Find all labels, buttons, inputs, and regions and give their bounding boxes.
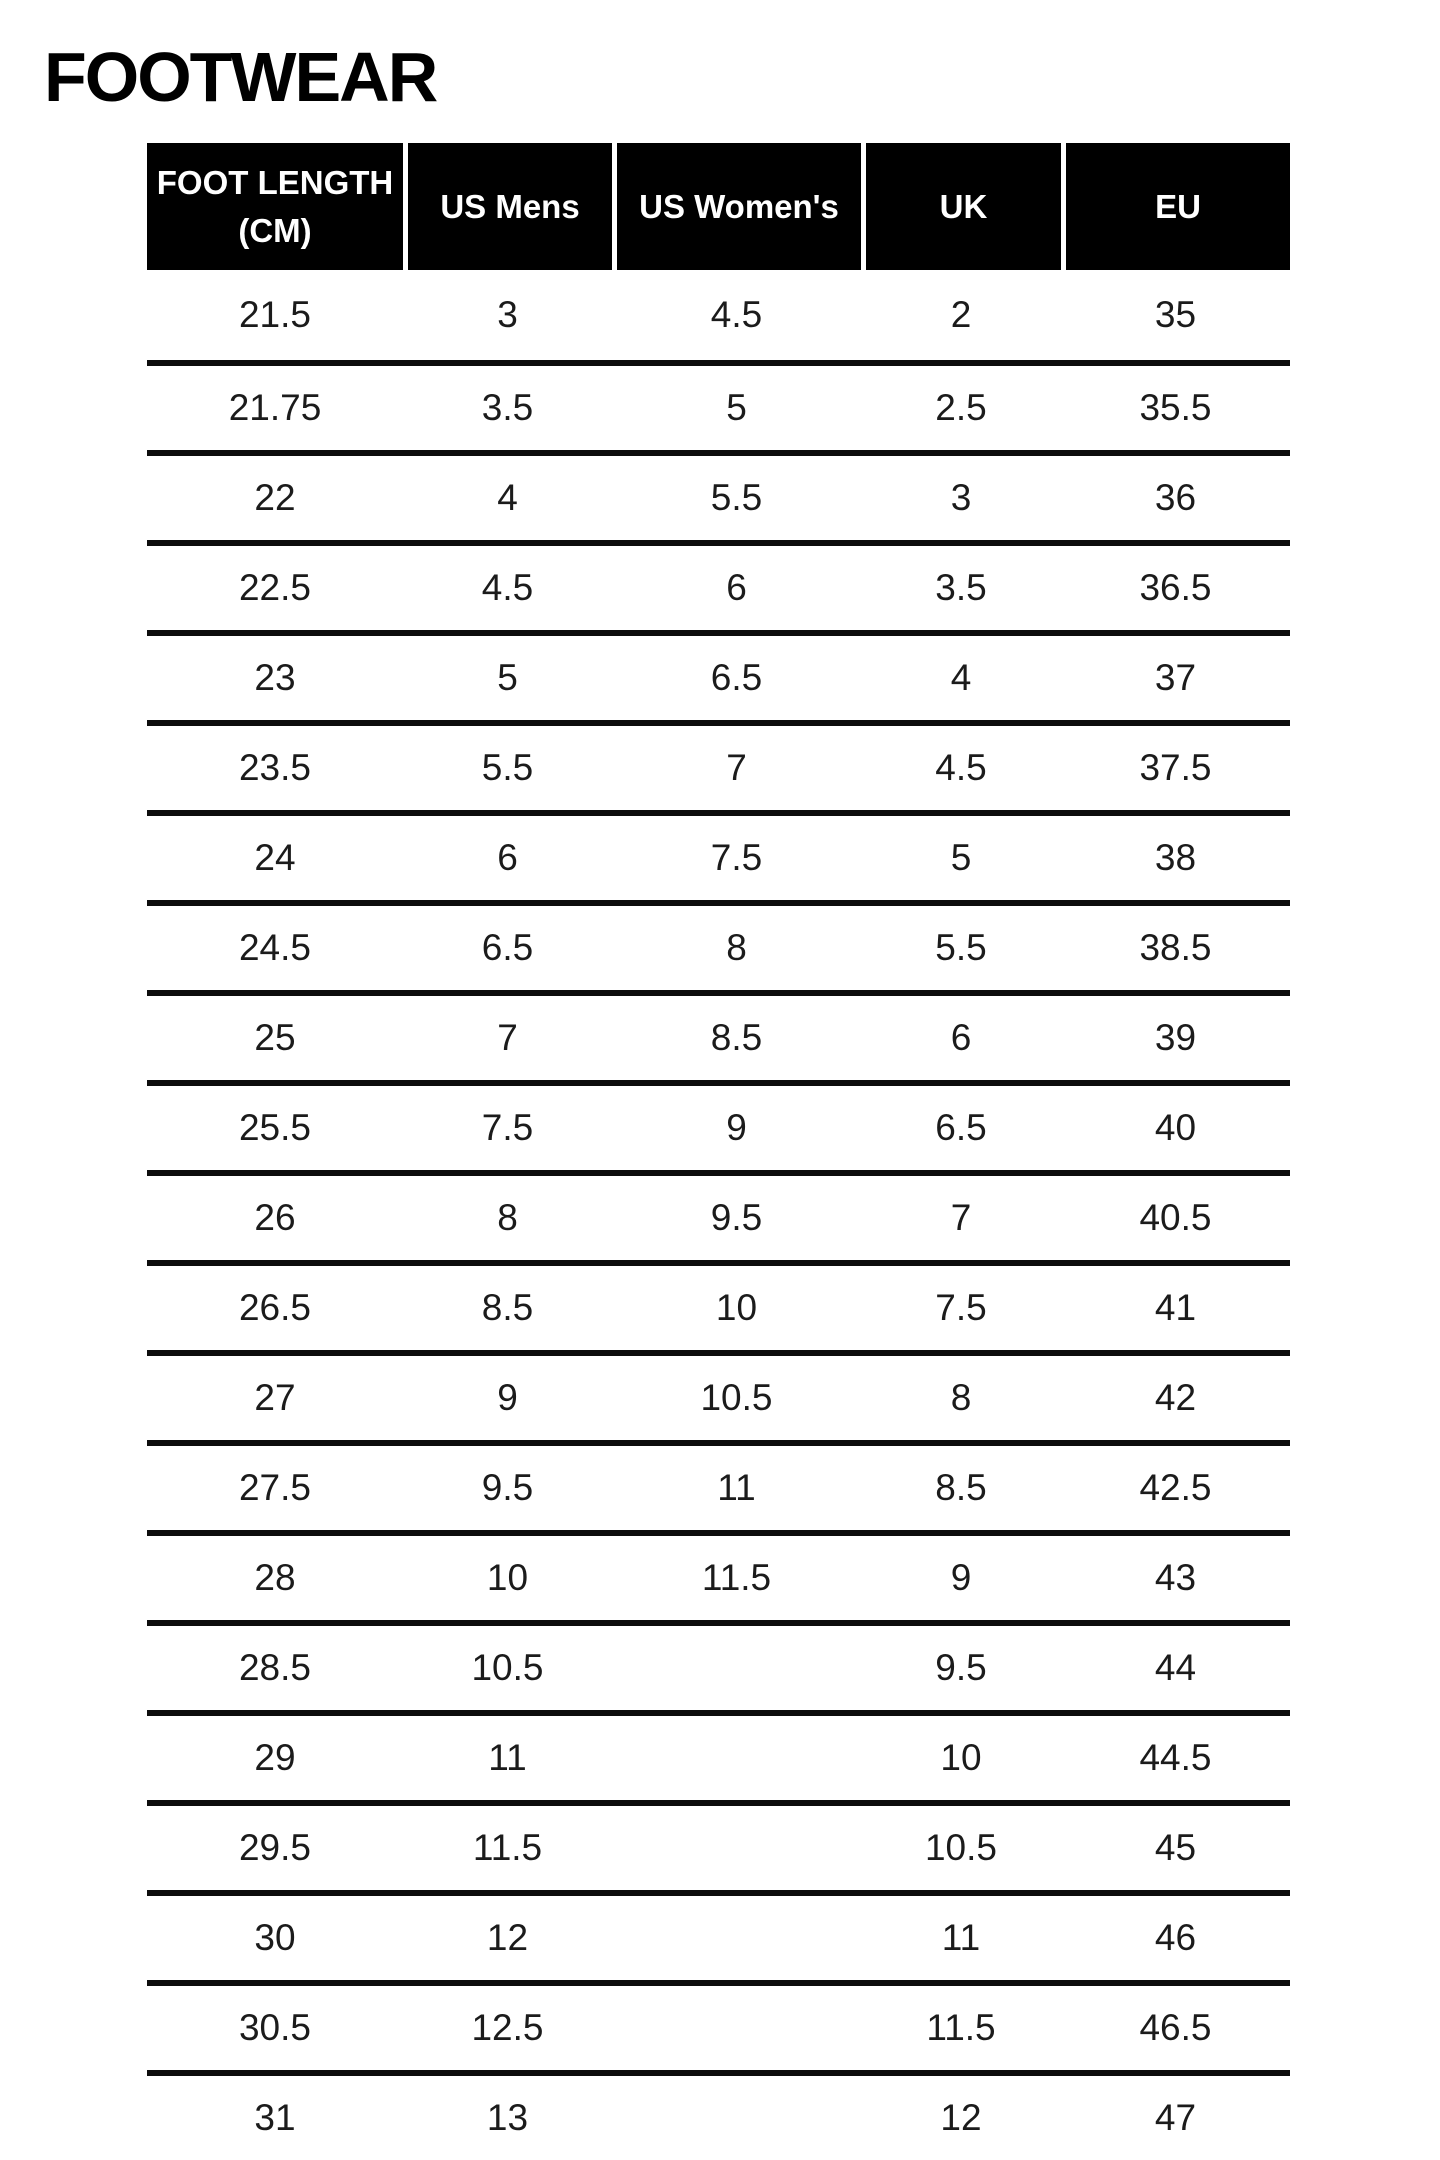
cell-foot-length: 31 [254, 2097, 296, 2138]
page-title: FOOTWEAR [44, 38, 437, 116]
cell-us-mens: 12.5 [471, 2007, 544, 2048]
cell-us-womens: 8.5 [710, 1017, 763, 1058]
cell-us-womens: 5.5 [710, 477, 763, 518]
cell-us-mens: 6 [497, 837, 518, 878]
cell-foot-length: 24 [254, 837, 296, 878]
cell-us-womens: 5 [726, 387, 747, 428]
cell-us-womens: 9.5 [710, 1197, 763, 1238]
cell-eu: 40 [1154, 1107, 1197, 1148]
table-row [147, 1170, 1290, 1260]
cell-us-womens: 6 [726, 567, 747, 608]
cell-uk: 3 [950, 477, 972, 518]
cell-uk: 5 [950, 837, 972, 878]
cell-eu: 39 [1154, 1017, 1197, 1058]
cell-us-womens [612, 1806, 861, 1890]
cell-eu: 40.5 [1139, 1197, 1212, 1238]
cell-eu: 43 [1154, 1557, 1197, 1598]
cell-foot-length: 27.5 [238, 1467, 311, 1508]
cell-us-mens: 5 [497, 657, 518, 698]
cell-foot-length: 22.5 [238, 567, 311, 608]
cell-us-womens [612, 1896, 861, 1980]
column-header-eu: EU [1061, 143, 1290, 270]
table-row [147, 1080, 1290, 1170]
cell-foot-length: 23.5 [238, 747, 311, 788]
cell-foot-length: 27 [254, 1377, 296, 1418]
cell-us-mens: 7.5 [481, 1107, 534, 1148]
cell-uk: 4.5 [935, 747, 987, 788]
cell-us-mens: 7 [497, 1017, 518, 1058]
column-header-us-mens: US Mens [403, 143, 612, 270]
cell-us-mens: 13 [486, 2097, 529, 2138]
cell-us-mens: 4.5 [481, 567, 534, 608]
cell-us-mens: 11 [488, 1737, 527, 1778]
table-row [147, 540, 1290, 630]
table-row [147, 630, 1290, 720]
cell-eu: 38 [1154, 837, 1197, 878]
cell-us-mens: 8 [497, 1197, 518, 1238]
cell-us-mens: 11.5 [472, 1827, 543, 1868]
cell-us-womens: 11.5 [701, 1557, 772, 1598]
cell-eu: 36.5 [1139, 567, 1212, 608]
cell-foot-length: 26.5 [238, 1287, 311, 1328]
cell-us-womens: 7 [726, 747, 747, 788]
column-header-foot-length-cm: FOOT LENGTH (CM) [156, 163, 394, 249]
cell-uk: 7 [950, 1197, 972, 1238]
cell-foot-length: 28.5 [238, 1647, 311, 1688]
cell-foot-length: 21.5 [238, 294, 311, 335]
cell-foot-length: 30 [254, 1917, 296, 1958]
table-row [147, 720, 1290, 810]
cell-eu: 44 [1154, 1647, 1197, 1688]
table-row [147, 1440, 1290, 1530]
cell-foot-length: 29 [254, 1737, 296, 1778]
cell-us-mens: 6.5 [481, 927, 534, 968]
cell-foot-length: 21.75 [228, 387, 322, 428]
cell-us-mens: 9.5 [481, 1467, 534, 1508]
cell-us-mens: 3 [497, 294, 518, 335]
cell-uk: 5.5 [935, 927, 987, 968]
cell-eu: 37.5 [1139, 747, 1212, 788]
cell-eu: 46 [1154, 1917, 1197, 1958]
cell-foot-length: 30.5 [238, 2007, 311, 2048]
cell-foot-length: 26 [254, 1197, 296, 1238]
cell-eu: 41 [1154, 1287, 1197, 1328]
cell-us-mens: 4 [497, 477, 518, 518]
cell-eu: 35.5 [1139, 387, 1212, 428]
column-header-uk: UK [861, 143, 1061, 270]
cell-eu: 47 [1154, 2097, 1197, 2138]
cell-us-mens: 3.5 [481, 387, 534, 428]
cell-us-mens: 12 [486, 1917, 529, 1958]
table-row [147, 360, 1290, 450]
table-row [147, 900, 1290, 990]
cell-uk: 11.5 [926, 2007, 996, 2048]
cell-eu: 35 [1154, 294, 1197, 335]
cell-foot-length: 22 [254, 477, 296, 518]
cell-eu: 42 [1154, 1377, 1197, 1418]
table-row [147, 450, 1290, 540]
cell-uk: 8.5 [935, 1467, 987, 1508]
cell-us-womens: 10.5 [700, 1377, 773, 1418]
cell-us-mens: 10 [486, 1557, 529, 1598]
cell-us-womens [612, 1986, 861, 2070]
table-row [147, 810, 1290, 900]
cell-eu: 45 [1154, 1827, 1197, 1868]
cell-foot-length: 25 [254, 1017, 296, 1058]
table-header-row [147, 143, 1290, 270]
table-row [147, 1530, 1290, 1620]
table-row [147, 1260, 1290, 1350]
cell-us-womens: 11 [717, 1467, 756, 1508]
cell-uk: 8 [950, 1377, 972, 1418]
cell-us-womens [612, 2076, 861, 2160]
cell-foot-length: 24.5 [238, 927, 311, 968]
table-row [147, 990, 1290, 1080]
table-row [147, 1800, 1290, 1890]
table-body [147, 270, 1290, 2160]
cell-foot-length: 29.5 [238, 1827, 311, 1868]
footwear-size-table [147, 143, 1290, 2160]
cell-eu: 42.5 [1139, 1467, 1212, 1508]
cell-uk: 3.5 [935, 567, 987, 608]
cell-uk: 9 [950, 1557, 972, 1598]
cell-uk: 12 [940, 2097, 982, 2138]
cell-us-womens: 8 [726, 927, 747, 968]
cell-uk: 4 [950, 657, 972, 698]
cell-us-mens: 9 [497, 1377, 518, 1418]
cell-us-womens: 7.5 [710, 837, 763, 878]
cell-us-womens [612, 1626, 861, 1710]
table-row [147, 2070, 1290, 2160]
cell-uk: 10 [940, 1737, 982, 1778]
cell-us-womens: 4.5 [710, 294, 763, 335]
cell-us-mens: 10.5 [471, 1647, 544, 1688]
cell-eu: 46.5 [1139, 2007, 1212, 2048]
table-row [147, 270, 1290, 360]
table-row [147, 1350, 1290, 1440]
cell-uk: 2 [950, 294, 972, 335]
table-row [147, 1710, 1290, 1800]
table-row [147, 1620, 1290, 1710]
cell-uk: 11 [941, 1917, 981, 1958]
cell-uk: 2.5 [935, 387, 987, 428]
cell-eu: 44.5 [1139, 1737, 1212, 1778]
cell-foot-length: 25.5 [238, 1107, 311, 1148]
cell-uk: 9.5 [935, 1647, 987, 1688]
cell-us-womens: 6.5 [710, 657, 763, 698]
cell-uk: 6.5 [935, 1107, 987, 1148]
table-row [147, 1890, 1290, 1980]
cell-foot-length: 28 [254, 1557, 296, 1598]
cell-uk: 7.5 [935, 1287, 987, 1328]
cell-us-mens: 5.5 [481, 747, 534, 788]
cell-us-womens: 10 [715, 1287, 758, 1328]
table-row [147, 1980, 1290, 2070]
cell-foot-length: 23 [254, 657, 296, 698]
cell-eu: 37 [1154, 657, 1197, 698]
cell-us-mens: 8.5 [481, 1287, 534, 1328]
cell-uk: 6 [950, 1017, 972, 1058]
cell-uk: 10.5 [924, 1827, 997, 1868]
cell-eu: 36 [1154, 477, 1197, 518]
cell-us-womens: 9 [726, 1107, 747, 1148]
column-header-us-womens: US Women's [612, 143, 861, 270]
cell-eu: 38.5 [1139, 927, 1212, 968]
cell-us-womens [612, 1716, 861, 1800]
